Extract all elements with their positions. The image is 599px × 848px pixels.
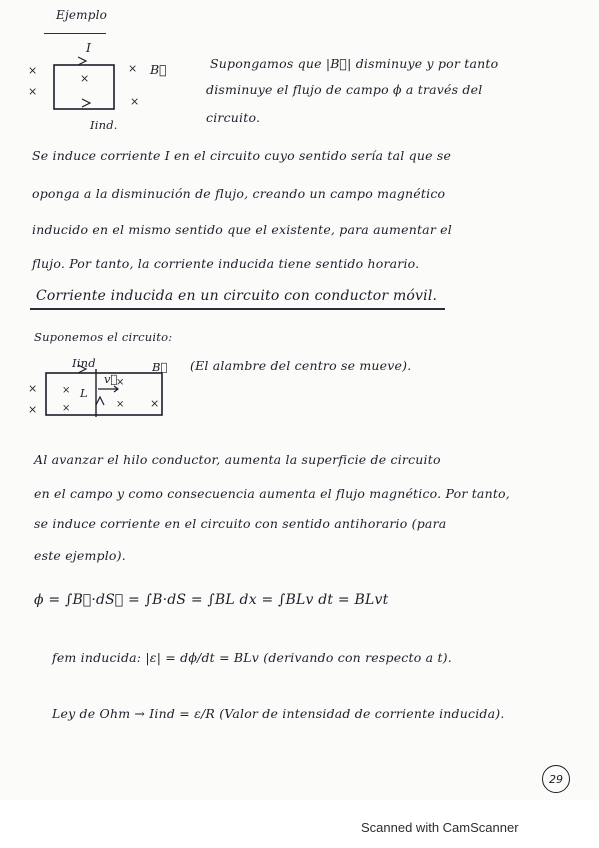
para3-line1: Al avanzar el hilo conductor, aumenta la superficie de circuito <box>34 452 441 467</box>
heading-underline <box>30 308 445 310</box>
current-arrow <box>78 57 86 65</box>
para2-line1: Se induce corriente I en el circuito cuyo sentido sería tal que se <box>32 148 452 163</box>
suppose-text: Suponemos el circuito: <box>34 330 173 344</box>
para3-line4: este ejemplo). <box>34 548 126 563</box>
svg-text:×: × <box>62 403 71 414</box>
b-field-label: B⃗ <box>150 62 167 77</box>
diagram2-note: (El alambre del centro se mueve). <box>190 358 412 373</box>
svg-text:×: × <box>28 382 38 395</box>
svg-text:×: × <box>116 399 125 410</box>
para3-line3: se induce corriente en el circuito con sentido antihorario (para <box>34 516 447 531</box>
svg-text:×: × <box>28 403 38 416</box>
velocity-label: v⃗ <box>104 372 118 386</box>
svg-text:×: × <box>80 72 90 85</box>
fem-equation: fem inducida: |ε| = dϕ/dt = BLv (derivando con respecto a t). <box>52 650 452 665</box>
current-label: I <box>86 40 92 55</box>
footer-watermark: Scanned with CamScanner <box>361 820 519 835</box>
para1-line3: circuito. <box>206 110 261 125</box>
page-number: 29 <box>542 765 570 793</box>
length-label: L <box>80 386 88 400</box>
svg-text:×: × <box>130 95 140 108</box>
para3-line2: en el campo y como consecuencia aumenta el flujo magnético. Por tanto, <box>34 486 510 501</box>
svg-text:×: × <box>116 377 125 388</box>
svg-text:×: × <box>128 62 138 75</box>
scanner-footer <box>0 800 599 848</box>
title-underline <box>44 33 106 34</box>
b-field-label-2: B⃗ <box>152 360 168 374</box>
para2-line4: flujo. Por tanto, la corriente inducida tiene sentido horario. <box>32 256 420 271</box>
ohm-equation: Ley de Ohm → Iind = ε/R (Valor de intensidad de corriente inducida). <box>52 706 505 721</box>
induced-arrow <box>82 99 90 107</box>
circuit-diagram-1 <box>20 40 180 130</box>
para2-line3: inducido en el mismo sentido que el existente, para aumentar el <box>32 222 452 237</box>
flux-equation: ϕ = ∫B⃗·dS⃗ = ∫B·dS = ∫BL dx = ∫BLv dt = BLvt <box>34 592 389 608</box>
svg-text:×: × <box>28 64 38 77</box>
para1-line1: Supongamos que |B⃗| disminuye y por tanto <box>210 56 499 71</box>
para2-line2: oponga a la disminución de flujo, creando un campo magnético <box>32 186 446 201</box>
page-title: Ejemplo <box>56 8 108 22</box>
svg-text:×: × <box>150 397 160 410</box>
induced-current-label: Iind. <box>90 118 118 132</box>
para1-line2: disminuye el flujo de campo ϕ a través del <box>206 82 483 97</box>
svg-text:×: × <box>62 385 71 396</box>
iind-label: Iind <box>72 356 96 370</box>
section-heading: Corriente inducida en un circuito con conductor móvil. <box>36 288 438 304</box>
svg-text:×: × <box>28 85 38 98</box>
